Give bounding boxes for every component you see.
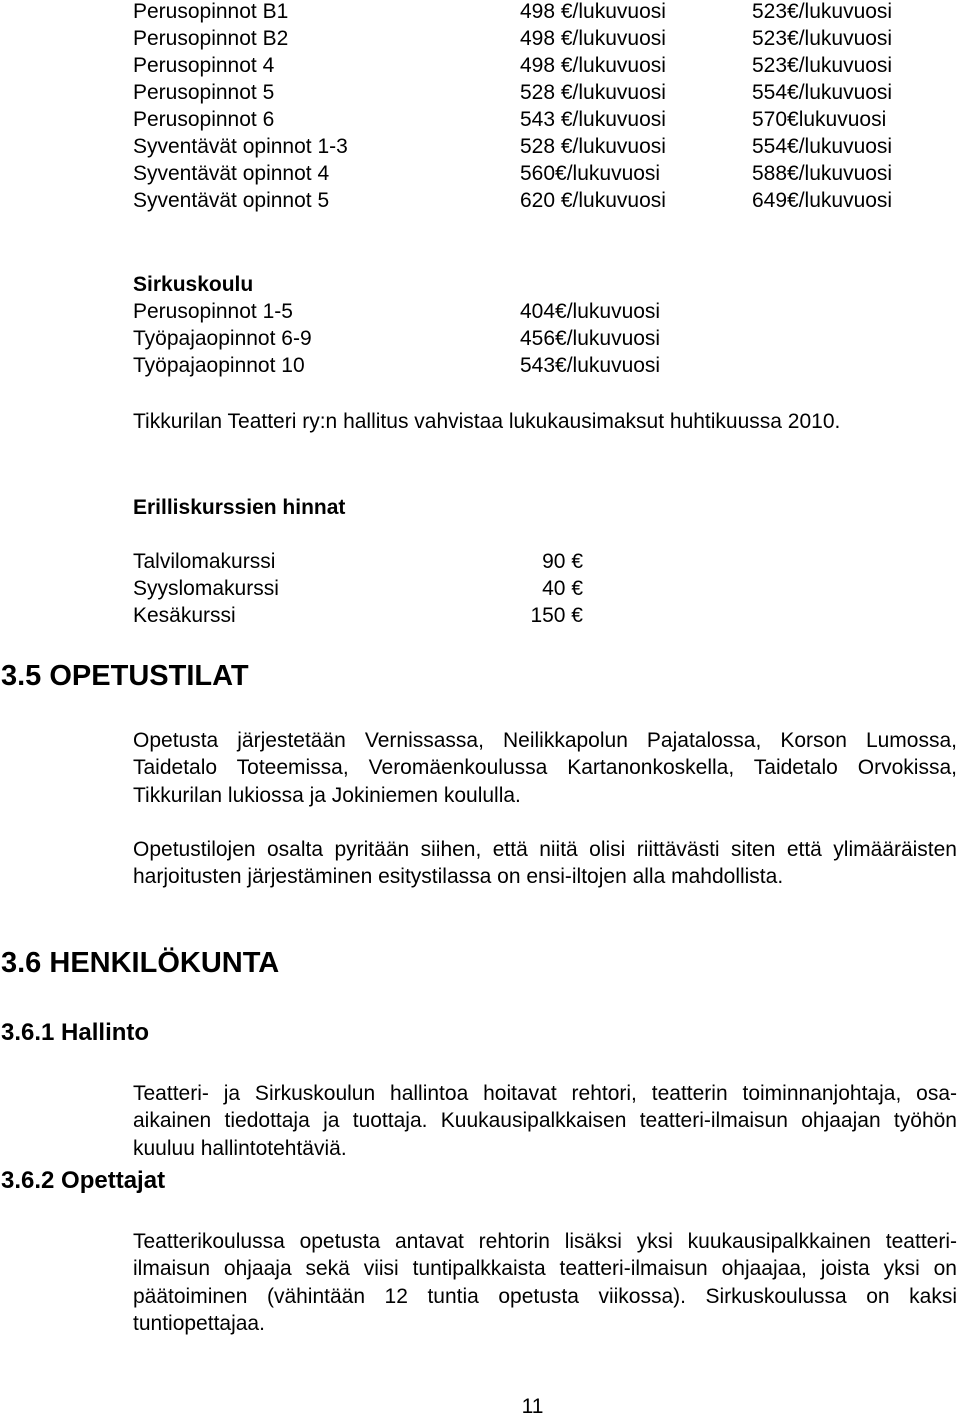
fee-b: 554€/lukuvuosi [752,81,893,104]
list-item [133,548,583,575]
table-row [0,298,960,325]
courses-heading: Erilliskurssien hinnat [133,496,346,519]
fee-a: 543 €/lukuvuosi [520,108,666,131]
fee-a: 498 €/lukuvuosi [520,54,666,77]
paragraph-text: Opetusta järjestetään Vernissassa, Neilikkapolun Pajatalossa, Korson Lumossa, Taidetalo Toteemissa, Veromäenkoulussa Kartanonkoskella, Taidetalo Orvokissa, Tikkurilan lukiossa ja Jokiniemen koululla. [133,729,957,807]
paragraph [133,727,957,809]
course-price: 40 € [542,577,583,600]
paragraph-text: Opetustilojen osalta pyritään siihen, että niitä olisi riittävästi siten että ylimääräisten harjoitusten järjestäminen esitystilassa on ensi-iltojen alla mahdollista. [133,838,957,889]
course-name: Talvilomakurssi [133,550,276,573]
program-name: Syventävät opinnot 4 [133,162,330,185]
section-heading-opetustilat: 3.5 OPETUSTILAT [1,660,249,692]
program-name: Perusopinnot B2 [133,27,289,50]
fee-b: 523€/lukuvuosi [752,27,893,50]
program-name: Työpajaopinnot 10 [133,354,305,377]
fee-b: 554€/lukuvuosi [752,135,893,158]
table-row [0,187,960,214]
paragraph-text: Teatterikoulussa opetusta antavat rehtorin lisäksi yksi kuukausipalkkainen teatteri-ilmaisun ohjaaja sekä viisi tuntipalkkaista teatteri-ilmaisun ohjaajaa, joista yksi on päätoiminen (vähintään 12 tuntia opetusta viikossa). Sirkuskoulussa on kaksi tuntiopettajaa. [133,1230,957,1335]
paragraph [133,836,957,891]
fee-a: 620 €/lukuvuosi [520,189,666,212]
subsection-heading-hallinto: 3.6.1 Hallinto [1,1019,150,1046]
subsection-heading-opettajat: 3.6.2 Opettajat [1,1167,166,1194]
table-row [0,25,960,52]
table-row [0,0,960,25]
page-number: 11 [521,1395,544,1418]
table-row [0,79,960,106]
course-name: Kesäkurssi [133,604,236,627]
circus-heading-row [0,271,960,298]
program-name: Perusopinnot 1-5 [133,300,293,323]
program-name: Perusopinnot 5 [133,81,275,104]
list-item [133,575,583,602]
table-row [0,160,960,187]
course-price: 150 € [530,604,583,627]
fee-a: 560€/lukuvuosi [520,162,661,185]
program-name: Syventävät opinnot 5 [133,189,330,212]
course-price: 90 € [542,550,583,573]
fee-a: 498 €/lukuvuosi [520,0,666,23]
fee-a: 498 €/lukuvuosi [520,27,666,50]
course-name: Syyslomakurssi [133,577,279,600]
section-heading-henkilokunta: 3.6 HENKILÖKUNTA [1,947,280,979]
table-row [0,106,960,133]
list-item [133,602,583,629]
fee-b: 523€/lukuvuosi [752,54,893,77]
board-note: Tikkurilan Teatteri ry:n hallitus vahvistaa lukukausimaksut huhtikuussa 2010. [133,410,841,433]
fee-a: 528 €/lukuvuosi [520,135,666,158]
fee-a: 528 €/lukuvuosi [520,81,666,104]
paragraph [133,1080,957,1162]
fee: 543€/lukuvuosi [520,354,661,377]
fee: 404€/lukuvuosi [520,300,661,323]
table-row [0,325,960,352]
paragraph [133,1228,957,1337]
circus-heading: Sirkuskoulu [133,273,254,296]
fee-b: 523€/lukuvuosi [752,0,893,23]
fee-b: 649€/lukuvuosi [752,189,893,212]
paragraph-text: Teatteri- ja Sirkuskoulun hallintoa hoitavat rehtori, teatterin toiminnanjohtaja, osa-aikainen tiedottaja ja tuottaja. Kuukausipalkkaisen teatteri-ilmaisun ohjaajan työhön kuuluu hallintotehtäviä. [133,1082,957,1160]
table-row [0,52,960,79]
program-name: Perusopinnot 6 [133,108,275,131]
program-name: Perusopinnot 4 [133,54,275,77]
fee-b: 588€/lukuvuosi [752,162,893,185]
fee-b: 570€lukuvuosi [752,108,887,131]
table-row [0,352,960,379]
program-name: Perusopinnot B1 [133,0,289,23]
program-name: Työpajaopinnot 6-9 [133,327,312,350]
table-row [0,133,960,160]
program-name: Syventävät opinnot 1-3 [133,135,348,158]
fee: 456€/lukuvuosi [520,327,661,350]
